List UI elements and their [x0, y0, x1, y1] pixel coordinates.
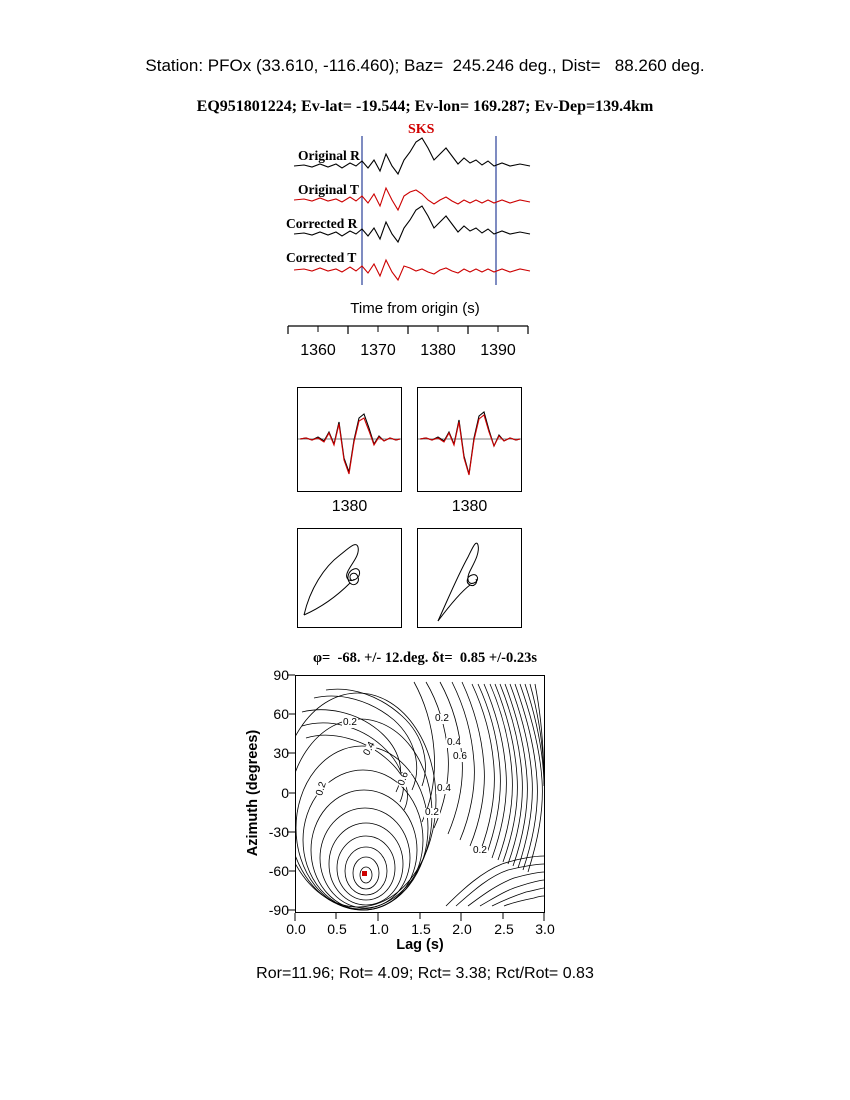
trace-label-corrected-t: Corrected T	[286, 250, 357, 265]
time-tick-1360: 1360	[300, 342, 336, 359]
error-surface-panel	[245, 667, 555, 953]
ytick-60: 60	[273, 706, 289, 722]
box-label-right-1380: 1380	[451, 498, 488, 515]
fast-slow-waveform-box-right	[417, 387, 522, 492]
time-tick-1370: 1370	[360, 342, 396, 359]
particle-motion-box-right	[417, 528, 522, 628]
contour-label: 0.2	[473, 845, 487, 856]
splitting-result-title: φ= -68. +/- 12.deg. δt= 0.85 +/-0.23s	[312, 650, 537, 666]
particle-motion-box-left	[297, 528, 402, 628]
fast-slow-traces-left	[298, 388, 401, 491]
xtick-0.0: 0.0	[286, 921, 306, 937]
ytick-minus60: -60	[268, 863, 289, 879]
time-tick-1380: 1380	[420, 342, 456, 359]
contour-label: 0.2	[435, 713, 449, 724]
time-axis-title: Time from origin (s)	[350, 300, 480, 317]
event-header-line: EQ951801224; Ev-lat= -19.544; Ev-lon= 169.287; Ev-Dep=139.4km	[196, 98, 654, 115]
contour-label: 0.4	[447, 737, 461, 748]
contour-yaxis-title: Azimuth (degrees)	[245, 729, 261, 857]
sks-phase-label: SKS	[408, 122, 435, 137]
particle-motion-curve-right	[418, 529, 521, 627]
particle-motion-curve-left	[298, 529, 401, 627]
ytick-minus30: -30	[268, 824, 289, 840]
fast-slow-traces-right	[418, 388, 521, 491]
contour-plot-area	[295, 675, 545, 913]
xtick-marks	[294, 913, 546, 921]
xtick-0.5: 0.5	[327, 921, 347, 937]
waveform-panel	[280, 122, 540, 320]
xtick-3.0: 3.0	[535, 921, 555, 937]
contour-label: 0.2	[314, 780, 329, 798]
ytick-90: 90	[273, 667, 289, 683]
xtick-1.0: 1.0	[369, 921, 389, 937]
contour-label: 0.6	[453, 751, 467, 762]
quality-metrics-footer: Ror=11.96; Rot= 4.09; Rct= 3.38; Rct/Rot= 0.83	[256, 965, 594, 982]
contour-label: 0.2	[425, 807, 439, 818]
ytick-30: 30	[273, 745, 289, 761]
contour-label: 0.4	[437, 783, 451, 794]
contour-label: 0.4	[361, 740, 378, 758]
trace-label-original-t: Original T	[298, 182, 359, 197]
contour-label: 0.2	[343, 717, 357, 728]
ytick-minus90: -90	[268, 902, 289, 918]
trace-label-original-r: Original R	[298, 148, 360, 163]
xtick-2.0: 2.0	[452, 921, 472, 937]
xtick-1.5: 1.5	[411, 921, 431, 937]
time-tick-1390: 1390	[480, 342, 516, 359]
xtick-2.5: 2.5	[494, 921, 514, 937]
contour-xaxis-title: Lag (s)	[396, 937, 444, 953]
ytick-marks	[287, 674, 295, 914]
minimum-marker	[362, 871, 367, 876]
time-axis	[280, 300, 550, 360]
trace-label-corrected-r: Corrected R	[286, 216, 358, 231]
fast-slow-waveform-box-left	[297, 387, 402, 492]
ytick-0: 0	[281, 785, 289, 801]
box-label-left-1380: 1380	[331, 498, 368, 515]
station-header-line: Station: PFOx (33.610, -116.460); Baz= 245.246 deg., Dist= 88.260 deg.	[145, 56, 705, 75]
contour-lines	[296, 676, 544, 912]
contour-label: 0.6	[395, 770, 412, 788]
time-axis-line	[280, 318, 550, 344]
